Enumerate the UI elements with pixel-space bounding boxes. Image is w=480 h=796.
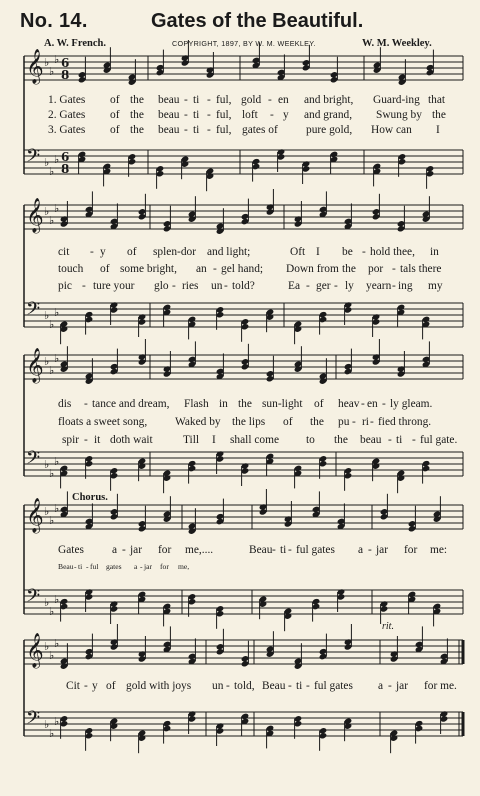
flat-sign: ♭ <box>44 505 50 518</box>
verse-1-line-2: cit - y of splen-dor and light; Oft I be - hold thee, in <box>58 246 439 258</box>
flat-sign: ♭ <box>44 156 50 169</box>
flat-sign: ♭ <box>49 727 55 740</box>
flat-sign: ♭ <box>54 352 60 365</box>
flat-sign: ♭ <box>44 355 50 368</box>
flat-sign: ♭ <box>44 458 50 471</box>
verse-1-line-3: dis - tance and dream, Flash in the sun-light of heav - en - ly gleam. <box>58 398 433 410</box>
flat-sign: ♭ <box>54 455 60 468</box>
flat-sign: ♭ <box>54 502 60 515</box>
flat-sign: ♭ <box>49 318 55 331</box>
flat-sign: ♭ <box>44 56 50 69</box>
bass-clef: 𝄢 <box>26 146 41 171</box>
composer-credit: W. M. Weekley. <box>362 38 432 49</box>
flat-sign: ♭ <box>49 649 55 662</box>
bass-clef: 𝄢 <box>26 299 41 324</box>
treble-clef: 𝄞 <box>26 633 44 668</box>
chorus-echo-line: Beau - ti - ful gates a - jar for me, <box>58 562 190 571</box>
verse-2-line-1: 2. Gates of the beau - ti - ful, loft - y and grand, Swung by the <box>48 109 446 121</box>
flat-sign: ♭ <box>49 165 55 178</box>
ritardando-marking: rit. <box>382 621 394 632</box>
flat-sign: ♭ <box>44 309 50 322</box>
treble-clef: 𝄞 <box>26 198 44 233</box>
bass-clef: 𝄢 <box>26 586 41 611</box>
flat-sign: ♭ <box>54 153 60 166</box>
verse-2-line-3: floats a sweet song, Waked by the lips of the pu - ri - fied throng. <box>58 416 432 428</box>
svg-text:8: 8 <box>61 68 70 82</box>
hymn-title: Gates of the Beautiful. <box>151 10 364 32</box>
bass-clef: 𝄢 <box>26 708 41 733</box>
treble-clef: 𝄞 <box>26 348 44 383</box>
flat-sign: ♭ <box>44 205 50 218</box>
flat-sign: ♭ <box>54 593 60 606</box>
verse-3-line-1: 3. Gates of the beau - ti - ful, gates of pure gold, How can I <box>48 124 440 136</box>
hymn-number: No. 14. <box>20 10 88 32</box>
flat-sign: ♭ <box>54 202 60 215</box>
flat-sign: ♭ <box>44 640 50 653</box>
flat-sign: ♭ <box>49 467 55 480</box>
flat-sign: ♭ <box>49 65 55 78</box>
flat-sign: ♭ <box>54 715 60 728</box>
svg-text:6: 6 <box>61 150 70 164</box>
flat-sign: ♭ <box>49 605 55 618</box>
verse-1-line-1: 1. Gates of the beau - ti - ful, gold - en and bright, Guard-ing that <box>48 94 446 106</box>
flat-sign: ♭ <box>49 514 55 527</box>
treble-clef: 𝄞 <box>26 49 44 84</box>
svg-text:6: 6 <box>61 56 70 70</box>
flat-sign: ♭ <box>54 637 60 650</box>
treble-clef: 𝄞 <box>26 498 44 533</box>
verse-3-line-3: spir - it doth wait Till I shall come to the beau - ti - ful gate. <box>62 434 458 446</box>
chorus-label: Chorus. <box>72 492 108 503</box>
flat-sign: ♭ <box>49 214 55 227</box>
lyricist-credit: A. W. French. <box>44 38 106 49</box>
flat-sign: ♭ <box>49 364 55 377</box>
verse-2-line-2: touch of some bright, an - gel hand; Down from the por - tals there <box>58 263 442 275</box>
flat-sign: ♭ <box>54 306 60 319</box>
chorus-line-1: Gates a - jar for me,.... Beau - ti - ful gates a - jar for me: <box>58 544 448 556</box>
verse-3-line-2: pic - ture your glo - ries un - told? Ea - ger - ly yearn - ing my <box>58 280 443 292</box>
flat-sign: ♭ <box>54 53 60 66</box>
bass-clef: 𝄢 <box>26 448 41 473</box>
copyright-notice: COPYRIGHT, 1897, BY W. M. WEEKLEY. <box>172 39 316 48</box>
flat-sign: ♭ <box>44 596 50 609</box>
chorus-line-2: Cit - y of gold with joys un - told, Beau - ti - ful gates a - jar for me. <box>66 680 457 692</box>
flat-sign: ♭ <box>44 718 50 731</box>
svg-text:8: 8 <box>61 162 70 176</box>
